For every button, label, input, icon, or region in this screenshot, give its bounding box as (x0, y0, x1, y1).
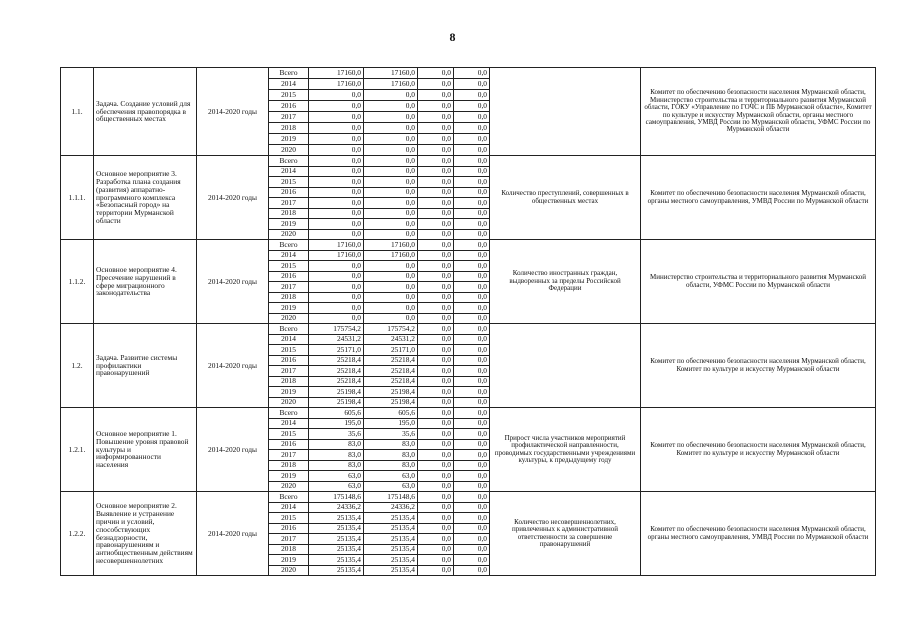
total-amount-cell: 0,0 (309, 101, 364, 112)
regional-budget-cell: 0,0 (364, 198, 418, 209)
year-cell: 2014 (269, 502, 309, 513)
total-amount-cell: 0,0 (309, 261, 364, 272)
federal-budget-cell: 0,0 (418, 123, 454, 134)
item-name: Задача. Создание условий для обеспечения правопорядка в общественных местах (94, 68, 197, 156)
regional-budget-cell: 0,0 (364, 123, 418, 134)
year-cell: 2015 (269, 429, 309, 440)
other-sources-cell: 0,0 (454, 250, 490, 261)
total-amount-cell: 25218,4 (309, 355, 364, 366)
federal-budget-cell: 0,0 (418, 387, 454, 398)
year-cell: 2017 (269, 534, 309, 545)
other-sources-cell: 0,0 (454, 198, 490, 209)
federal-budget-cell: 0,0 (418, 177, 454, 188)
total-amount-cell: 0,0 (309, 282, 364, 293)
regional-budget-cell: 0,0 (364, 271, 418, 282)
other-sources-cell: 0,0 (454, 534, 490, 545)
federal-budget-cell: 0,0 (418, 471, 454, 482)
federal-budget-cell: 0,0 (418, 261, 454, 272)
federal-budget-cell: 0,0 (418, 513, 454, 524)
total-amount-cell: 63,0 (309, 481, 364, 492)
other-sources-cell: 0,0 (454, 366, 490, 377)
total-amount-cell: 25135,4 (309, 534, 364, 545)
federal-budget-cell: 0,0 (418, 460, 454, 471)
federal-budget-cell: 0,0 (418, 282, 454, 293)
total-amount-cell: 0,0 (309, 292, 364, 303)
table-row (61, 240, 876, 251)
regional-budget-cell: 63,0 (364, 471, 418, 482)
total-amount-cell: 0,0 (309, 229, 364, 240)
federal-budget-cell: 0,0 (418, 219, 454, 230)
year-cell: 2014 (269, 250, 309, 261)
federal-budget-cell: 0,0 (418, 450, 454, 461)
page-number: 8 (449, 30, 456, 44)
other-sources-cell: 0,0 (454, 565, 490, 576)
total-amount-cell: 0,0 (309, 90, 364, 101)
other-sources-cell: 0,0 (454, 261, 490, 272)
item-period: 2014-2020 годы (197, 156, 269, 240)
other-sources-cell: 0,0 (454, 418, 490, 429)
regional-budget-cell: 0,0 (364, 112, 418, 123)
regional-budget-cell: 83,0 (364, 460, 418, 471)
other-sources-cell: 0,0 (454, 177, 490, 188)
other-sources-cell: 0,0 (454, 156, 490, 167)
total-amount-cell: 25135,4 (309, 513, 364, 524)
federal-budget-cell: 0,0 (418, 166, 454, 177)
regional-budget-cell: 175148,6 (364, 492, 418, 503)
item-number: 1.2.2. (61, 492, 94, 576)
regional-budget-cell: 25135,4 (364, 565, 418, 576)
year-cell: 2017 (269, 112, 309, 123)
item-number: 1.1.2. (61, 240, 94, 324)
total-amount-cell: 83,0 (309, 460, 364, 471)
other-sources-cell: 0,0 (454, 450, 490, 461)
year-cell: 2016 (269, 523, 309, 534)
table-row (61, 408, 876, 419)
year-cell: 2014 (269, 166, 309, 177)
other-sources-cell: 0,0 (454, 439, 490, 450)
executors-cell: Министерство строительства и территориального развития Мурманской области, УФМС России по Мурманской области (641, 240, 876, 324)
indicator-cell: Прирост числа участников мероприятий профилактической направленности, проводимых государственными учреждениями культуры, к предыдущему году (490, 408, 641, 492)
regional-budget-cell: 35,6 (364, 429, 418, 440)
federal-budget-cell: 0,0 (418, 112, 454, 123)
regional-budget-cell: 25135,4 (364, 523, 418, 534)
total-amount-cell: 83,0 (309, 439, 364, 450)
other-sources-cell: 0,0 (454, 145, 490, 156)
total-amount-cell: 0,0 (309, 198, 364, 209)
item-period: 2014-2020 годы (197, 324, 269, 408)
regional-budget-cell: 0,0 (364, 303, 418, 314)
year-cell: 2018 (269, 544, 309, 555)
year-cell: 2018 (269, 376, 309, 387)
year-cell: 2016 (269, 355, 309, 366)
year-cell: 2015 (269, 345, 309, 356)
federal-budget-cell: 0,0 (418, 481, 454, 492)
federal-budget-cell: 0,0 (418, 101, 454, 112)
table-row (61, 156, 876, 167)
total-amount-cell: 24336,2 (309, 502, 364, 513)
regional-budget-cell: 24336,2 (364, 502, 418, 513)
other-sources-cell: 0,0 (454, 229, 490, 240)
item-name: Основное мероприятие 1. Повышение уровня правовой культуры и информированности населения (94, 408, 197, 492)
regional-budget-cell: 0,0 (364, 90, 418, 101)
federal-budget-cell: 0,0 (418, 418, 454, 429)
year-cell: Всего (269, 240, 309, 251)
year-cell: Всего (269, 324, 309, 335)
total-amount-cell: 175148,6 (309, 492, 364, 503)
year-cell: 2020 (269, 145, 309, 156)
other-sources-cell: 0,0 (454, 334, 490, 345)
other-sources-cell: 0,0 (454, 555, 490, 566)
year-cell: 2018 (269, 460, 309, 471)
federal-budget-cell: 0,0 (418, 145, 454, 156)
total-amount-cell: 0,0 (309, 271, 364, 282)
federal-budget-cell: 0,0 (418, 366, 454, 377)
federal-budget-cell: 0,0 (418, 544, 454, 555)
total-amount-cell: 175754,2 (309, 324, 364, 335)
federal-budget-cell: 0,0 (418, 156, 454, 167)
item-name: Задача. Развитие системы профилактики правонарушений (94, 324, 197, 408)
federal-budget-cell: 0,0 (418, 313, 454, 324)
other-sources-cell: 0,0 (454, 187, 490, 198)
other-sources-cell: 0,0 (454, 502, 490, 513)
federal-budget-cell: 0,0 (418, 523, 454, 534)
federal-budget-cell: 0,0 (418, 408, 454, 419)
other-sources-cell: 0,0 (454, 123, 490, 134)
year-cell: 2019 (269, 471, 309, 482)
federal-budget-cell: 0,0 (418, 208, 454, 219)
year-cell: 2015 (269, 177, 309, 188)
regional-budget-cell: 24531,2 (364, 334, 418, 345)
other-sources-cell: 0,0 (454, 282, 490, 293)
regional-budget-cell: 25135,4 (364, 555, 418, 566)
other-sources-cell: 0,0 (454, 544, 490, 555)
item-number: 1.1. (61, 68, 94, 156)
year-cell: Всего (269, 68, 309, 79)
other-sources-cell: 0,0 (454, 90, 490, 101)
federal-budget-cell: 0,0 (418, 355, 454, 366)
other-sources-cell: 0,0 (454, 166, 490, 177)
year-cell: 2020 (269, 397, 309, 408)
year-cell: 2017 (269, 198, 309, 209)
other-sources-cell: 0,0 (454, 219, 490, 230)
item-number: 1.2.1. (61, 408, 94, 492)
year-cell: 2020 (269, 481, 309, 492)
regional-budget-cell: 83,0 (364, 439, 418, 450)
total-amount-cell: 0,0 (309, 156, 364, 167)
regional-budget-cell: 0,0 (364, 166, 418, 177)
regional-budget-cell: 17160,0 (364, 240, 418, 251)
total-amount-cell: 17160,0 (309, 68, 364, 79)
other-sources-cell: 0,0 (454, 79, 490, 90)
item-name: Основное мероприятие 2. Выявление и устранение причин и условий, способствующих безнадзорности, правонарушениям и антиобщественным действиям несовершеннолетних (94, 492, 197, 576)
federal-budget-cell: 0,0 (418, 429, 454, 440)
regional-budget-cell: 25135,4 (364, 544, 418, 555)
other-sources-cell: 0,0 (454, 481, 490, 492)
total-amount-cell: 25135,4 (309, 555, 364, 566)
year-cell: 2018 (269, 208, 309, 219)
federal-budget-cell: 0,0 (418, 376, 454, 387)
year-cell: 2016 (269, 271, 309, 282)
total-amount-cell: 25135,4 (309, 544, 364, 555)
year-cell: 2016 (269, 101, 309, 112)
total-amount-cell: 0,0 (309, 112, 364, 123)
total-amount-cell: 0,0 (309, 219, 364, 230)
federal-budget-cell: 0,0 (418, 334, 454, 345)
total-amount-cell: 25198,4 (309, 397, 364, 408)
total-amount-cell: 0,0 (309, 177, 364, 188)
federal-budget-cell: 0,0 (418, 439, 454, 450)
regional-budget-cell: 25218,4 (364, 355, 418, 366)
other-sources-cell: 0,0 (454, 112, 490, 123)
item-period: 2014-2020 годы (197, 68, 269, 156)
federal-budget-cell: 0,0 (418, 79, 454, 90)
total-amount-cell: 605,6 (309, 408, 364, 419)
year-cell: 2020 (269, 313, 309, 324)
total-amount-cell: 195,0 (309, 418, 364, 429)
total-amount-cell: 0,0 (309, 208, 364, 219)
indicator-cell (490, 324, 641, 408)
regional-budget-cell: 195,0 (364, 418, 418, 429)
year-cell: 2015 (269, 513, 309, 524)
federal-budget-cell: 0,0 (418, 292, 454, 303)
regional-budget-cell: 0,0 (364, 177, 418, 188)
federal-budget-cell: 0,0 (418, 229, 454, 240)
regional-budget-cell: 0,0 (364, 208, 418, 219)
other-sources-cell: 0,0 (454, 397, 490, 408)
year-cell: 2014 (269, 418, 309, 429)
item-name: Основное мероприятие 4. Пресечение нарушений в сфере миграционного законодательства (94, 240, 197, 324)
regional-budget-cell: 25135,4 (364, 513, 418, 524)
table-row (61, 324, 876, 335)
total-amount-cell: 17160,0 (309, 240, 364, 251)
other-sources-cell: 0,0 (454, 429, 490, 440)
year-cell: 2019 (269, 134, 309, 145)
federal-budget-cell: 0,0 (418, 303, 454, 314)
year-cell: 2016 (269, 187, 309, 198)
item-name: Основное мероприятие 3. Разработка плана создания (развития) аппаратно-программного комплекса «Безопасный город» на территории Мурманской области (94, 156, 197, 240)
other-sources-cell: 0,0 (454, 303, 490, 314)
federal-budget-cell: 0,0 (418, 90, 454, 101)
other-sources-cell: 0,0 (454, 460, 490, 471)
table-row (61, 68, 876, 79)
other-sources-cell: 0,0 (454, 345, 490, 356)
federal-budget-cell: 0,0 (418, 502, 454, 513)
total-amount-cell: 0,0 (309, 134, 364, 145)
federal-budget-cell: 0,0 (418, 198, 454, 209)
total-amount-cell: 0,0 (309, 145, 364, 156)
year-cell: 2017 (269, 450, 309, 461)
year-cell: Всего (269, 156, 309, 167)
federal-budget-cell: 0,0 (418, 271, 454, 282)
indicator-cell: Количество несовершеннолетних, привлеченных к административной ответственности за совершение правонарушений (490, 492, 641, 576)
item-number: 1.2. (61, 324, 94, 408)
year-cell: 2015 (269, 261, 309, 272)
year-cell: 2017 (269, 366, 309, 377)
total-amount-cell: 0,0 (309, 313, 364, 324)
regional-budget-cell: 25218,4 (364, 366, 418, 377)
total-amount-cell: 25135,4 (309, 523, 364, 534)
federal-budget-cell: 0,0 (418, 565, 454, 576)
year-cell: 2019 (269, 555, 309, 566)
federal-budget-cell: 0,0 (418, 397, 454, 408)
regional-budget-cell: 0,0 (364, 229, 418, 240)
year-cell: 2016 (269, 439, 309, 450)
year-cell: 2017 (269, 282, 309, 293)
other-sources-cell: 0,0 (454, 271, 490, 282)
regional-budget-cell: 83,0 (364, 450, 418, 461)
year-cell: Всего (269, 492, 309, 503)
total-amount-cell: 83,0 (309, 450, 364, 461)
regional-budget-cell: 17160,0 (364, 79, 418, 90)
total-amount-cell: 0,0 (309, 187, 364, 198)
regional-budget-cell: 17160,0 (364, 68, 418, 79)
program-table (60, 67, 876, 576)
year-cell: 2019 (269, 219, 309, 230)
federal-budget-cell: 0,0 (418, 555, 454, 566)
regional-budget-cell: 0,0 (364, 134, 418, 145)
other-sources-cell: 0,0 (454, 292, 490, 303)
other-sources-cell: 0,0 (454, 471, 490, 482)
executors-cell: Комитет по обеспечению безопасности населения Мурманской области, Министерство строительства и территориального развития Мурманской области, ГОКУ «Управление по ГОЧС и ПБ Мурманской области», Комитет по культуре и искусству Мурманской области, органы местного самоуправления, УМВД России по Мурманской области, УФМС России по Мурманской области (641, 68, 876, 156)
other-sources-cell: 0,0 (454, 68, 490, 79)
total-amount-cell: 25171,0 (309, 345, 364, 356)
other-sources-cell: 0,0 (454, 240, 490, 251)
other-sources-cell: 0,0 (454, 408, 490, 419)
table-body (61, 68, 876, 576)
year-cell: 2018 (269, 292, 309, 303)
year-cell: 2019 (269, 303, 309, 314)
other-sources-cell: 0,0 (454, 324, 490, 335)
total-amount-cell: 24531,2 (309, 334, 364, 345)
item-period: 2014-2020 годы (197, 240, 269, 324)
executors-cell: Комитет по обеспечению безопасности населения Мурманской области, Комитет по культуре и искусству Мурманской области (641, 408, 876, 492)
indicator-cell (490, 68, 641, 156)
other-sources-cell: 0,0 (454, 523, 490, 534)
federal-budget-cell: 0,0 (418, 134, 454, 145)
federal-budget-cell: 0,0 (418, 492, 454, 503)
federal-budget-cell: 0,0 (418, 324, 454, 335)
regional-budget-cell: 25218,4 (364, 376, 418, 387)
other-sources-cell: 0,0 (454, 101, 490, 112)
federal-budget-cell: 0,0 (418, 240, 454, 251)
regional-budget-cell: 0,0 (364, 156, 418, 167)
item-period: 2014-2020 годы (197, 408, 269, 492)
table-row (61, 492, 876, 503)
year-cell: Всего (269, 408, 309, 419)
regional-budget-cell: 0,0 (364, 282, 418, 293)
regional-budget-cell: 0,0 (364, 145, 418, 156)
year-cell: 2020 (269, 229, 309, 240)
total-amount-cell: 0,0 (309, 166, 364, 177)
other-sources-cell: 0,0 (454, 208, 490, 219)
other-sources-cell: 0,0 (454, 134, 490, 145)
total-amount-cell: 17160,0 (309, 250, 364, 261)
other-sources-cell: 0,0 (454, 355, 490, 366)
total-amount-cell: 0,0 (309, 123, 364, 134)
regional-budget-cell: 25198,4 (364, 397, 418, 408)
regional-budget-cell: 25171,0 (364, 345, 418, 356)
federal-budget-cell: 0,0 (418, 68, 454, 79)
year-cell: 2014 (269, 79, 309, 90)
executors-cell: Комитет по обеспечению безопасности населения Мурманской области, органы местного самоуправления, УМВД России по Мурманской области (641, 492, 876, 576)
regional-budget-cell: 25135,4 (364, 534, 418, 545)
regional-budget-cell: 175754,2 (364, 324, 418, 335)
regional-budget-cell: 0,0 (364, 101, 418, 112)
total-amount-cell: 35,6 (309, 429, 364, 440)
regional-budget-cell: 17160,0 (364, 250, 418, 261)
regional-budget-cell: 0,0 (364, 187, 418, 198)
federal-budget-cell: 0,0 (418, 534, 454, 545)
regional-budget-cell: 0,0 (364, 261, 418, 272)
regional-budget-cell: 0,0 (364, 219, 418, 230)
year-cell: 2015 (269, 90, 309, 101)
other-sources-cell: 0,0 (454, 313, 490, 324)
year-cell: 2018 (269, 123, 309, 134)
regional-budget-cell: 605,6 (364, 408, 418, 419)
executors-cell: Комитет по обеспечению безопасности населения Мурманской области, Комитет по культуре и искусству Мурманской области (641, 324, 876, 408)
federal-budget-cell: 0,0 (418, 250, 454, 261)
total-amount-cell: 0,0 (309, 303, 364, 314)
total-amount-cell: 25135,4 (309, 565, 364, 576)
item-period: 2014-2020 годы (197, 492, 269, 576)
year-cell: 2020 (269, 565, 309, 576)
total-amount-cell: 17160,0 (309, 79, 364, 90)
indicator-cell: Количество преступлений, совершенных в общественных местах (490, 156, 641, 240)
total-amount-cell: 25218,4 (309, 376, 364, 387)
federal-budget-cell: 0,0 (418, 345, 454, 356)
item-number: 1.1.1. (61, 156, 94, 240)
other-sources-cell: 0,0 (454, 492, 490, 503)
federal-budget-cell: 0,0 (418, 187, 454, 198)
other-sources-cell: 0,0 (454, 376, 490, 387)
regional-budget-cell: 63,0 (364, 481, 418, 492)
total-amount-cell: 25198,4 (309, 387, 364, 398)
year-cell: 2014 (269, 334, 309, 345)
regional-budget-cell: 0,0 (364, 313, 418, 324)
executors-cell: Комитет по обеспечению безопасности населения Мурманской области, органы местного самоуправления, УМВД России по Мурманской области (641, 156, 876, 240)
total-amount-cell: 63,0 (309, 471, 364, 482)
regional-budget-cell: 0,0 (364, 292, 418, 303)
total-amount-cell: 25218,4 (309, 366, 364, 377)
other-sources-cell: 0,0 (454, 387, 490, 398)
other-sources-cell: 0,0 (454, 513, 490, 524)
year-cell: 2019 (269, 387, 309, 398)
indicator-cell: Количество иностранных граждан, выдворенных за пределы Российской Федерации (490, 240, 641, 324)
regional-budget-cell: 25198,4 (364, 387, 418, 398)
